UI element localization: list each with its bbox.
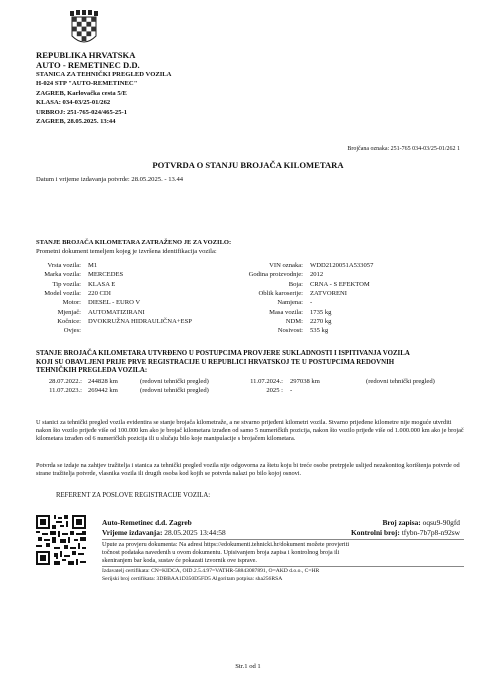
croatian-coat-of-arms-icon	[62, 10, 106, 48]
record-km: 244828 km	[88, 378, 118, 385]
vin-label: VIN oznaka:	[269, 262, 303, 269]
vehicle-tip-value: KLASA E	[88, 280, 116, 288]
record-type: (redovni tehnički pregled)	[140, 378, 209, 385]
vehicle-gearbox-value: AUTOMATIZIRANI	[88, 308, 145, 316]
control-number-value: tfybn-7b7p8-n92sw	[401, 528, 460, 537]
record-date: 11.07.2023.:	[49, 387, 82, 395]
ndm-value: 2270 kg	[310, 317, 332, 325]
year-label: Godina proizvodnje:	[248, 271, 303, 279]
header-station-code: H-024 STP "AUTO-REMETINEC"	[36, 80, 138, 88]
vehicle-engine-value: DIESEL - EURO V	[88, 299, 141, 307]
certificate-serial: Serijski broj certifikata: 3DBBAA1D350D5FD5 Algoritam potpisa: sha256RSA	[102, 576, 283, 582]
note-odometer: U stanici za tehnički pregled vozila evidentira se stanje brojača kilometraže, a ne stvarno prijeđeni kilometri vozila. Stvarno prijeđene kilometre nije moguće utvrditi nakon što vozilo prijeđe više od 100.000 km ako je brojač kilometara izrađen od samo 5 numeričkih pozicija, nakon što vozilo prijeđe više od 1.000.000 km ako je brojač kilometara izrađen od 6 numeričkih pozicija ili u slučaju bilo koje manipulacije s brojačem kilometara.	[36, 419, 464, 443]
purpose-label: Namjena:	[277, 299, 303, 307]
note-liability: Potvrda se izdaje na zahtjev tražitelja i stanica za tehnički pregled vozila nije odgovorna za štetu koju bi treće osobe pretrpjele uslijed nezakonitog korištenja potvrde od strane tražitelja potvrde, vlasnika vozila ili drugih osoba kod kojih se potvrda nalazi po bilo kojoj osnovi.	[36, 462, 460, 478]
check-line-2: točnost podataka navedenih u ovom dokumentu. Upisivanjem broja zapisa i kontrolnog broja ili	[102, 549, 340, 556]
certificate-issuer: Izdavatelj certifikata: CN=KIDCA, OID.2.5.4.97=VATHR-58843087891, O=AKD d.o.o., C=HR	[102, 568, 320, 574]
vehicle-make-value: MERCEDES	[88, 271, 124, 279]
vehicle-type-label: Vrsta vozila:	[47, 262, 81, 269]
control-number	[351, 529, 460, 537]
year-value: 2012	[310, 271, 324, 279]
record-number-value: oqsu9-90gfd	[422, 518, 460, 527]
signature-divider	[102, 539, 464, 540]
request-subheading: Prometni dokument temeljem kojeg je izvršena identifikacija vozila:	[36, 248, 217, 255]
record-date: 2025 :	[266, 387, 283, 395]
record-date: 11.07.2024.:	[250, 378, 283, 385]
header-address: ZAGREB, Karlovačka cesta 5/E	[36, 89, 127, 97]
mass-label: Masa vozila:	[269, 308, 303, 316]
header-klasa: KLASA: 034-03/25-01/262	[36, 99, 111, 107]
header-company: AUTO - REMETINEC D.D.	[36, 60, 140, 70]
record-type: (redovni tehnički pregled)	[366, 378, 435, 385]
vehicle-tip-label: Tip vozila:	[52, 280, 81, 288]
document-title: POTVRDA O STANJU BROJAČA KILOMETARA	[152, 160, 344, 170]
color-value: CRNA - S EFEKTOM	[310, 280, 370, 288]
header-station: STANICA ZA TEHNIČKI PREGLED VOZILA	[36, 71, 172, 78]
issuer-name: Auto-Remetinec d.d. Zagreb	[102, 518, 192, 527]
vehicle-brakes-label: Kočnice:	[57, 317, 81, 325]
vehicle-suspension-label: Ovjes:	[63, 327, 81, 335]
odometer-heading	[36, 350, 410, 376]
record-km: -	[290, 387, 293, 395]
document-header	[36, 50, 171, 126]
mass-value: 1735 kg	[310, 308, 332, 316]
form-number: Brojčana oznaka: 251-765 034-03/25-01/262 1	[347, 146, 460, 152]
vehicle-data-left	[36, 262, 256, 342]
issue-datetime: Datum i vrijeme izdavanja potvrde: 28.05.2025. - 13.44	[36, 176, 184, 183]
qr-code-icon	[36, 515, 86, 565]
header-date: ZAGREB, 28.05.2025. 13:44	[36, 118, 116, 126]
vehicle-make-label: Marka vozila:	[44, 271, 81, 279]
payload-label: Nosivost:	[277, 327, 303, 335]
vehicle-model-label: Model vozila:	[44, 289, 81, 297]
record-type: (redovni tehnički pregled)	[140, 387, 209, 395]
header-urbroj: URBROJ: 251-765-024/465-25-1	[36, 108, 128, 116]
record-number	[383, 519, 461, 527]
body-label: Oblik karoserije:	[258, 289, 303, 297]
check-line-1: Upute za provjeru dokumenta: Na adresi https://edokumenti.tehnicki.hr/dokument možete provjeriti	[102, 541, 350, 548]
vin-value: WDD2120051A533057	[310, 262, 374, 269]
body-value: ZATVORENI	[310, 289, 347, 297]
ndm-label: NDM:	[285, 317, 303, 325]
vehicle-gearbox-label: Mjenjač:	[57, 308, 81, 316]
check-line-3: skeniranjem bar koda, sustav će pokazati izvornik ove isprave.	[102, 557, 257, 564]
vehicle-engine-label: Motor:	[62, 299, 81, 307]
payload-value: 535 kg	[310, 327, 329, 335]
control-number-label: Kontrolni broj:	[351, 528, 400, 537]
odometer-heading-line-3: TEHNIČKIH PREGLEDA VOZILA:	[36, 367, 148, 375]
vehicle-type-value: M1	[88, 262, 98, 269]
vehicle-data-right	[236, 262, 466, 342]
record-date: 28.07.2022.:	[48, 378, 82, 385]
issue-time-label: Vrijeme izdavanja:	[102, 528, 163, 537]
header-country: REPUBLIKA HRVATSKA	[36, 50, 136, 60]
record-km: 297038 km	[290, 378, 320, 385]
request-heading: STANJE BROJAČA KILOMETARA ZATRAŽENO JE ZA VOZILO:	[36, 239, 232, 246]
record-km: 269442 km	[88, 387, 118, 395]
purpose-value: -	[310, 299, 313, 307]
page-number: Str.1 od 1	[235, 663, 261, 670]
record-number-label: Broj zapisa:	[382, 518, 421, 527]
vehicle-model-value: 220 CDI	[88, 289, 111, 297]
odometer-records	[36, 378, 476, 398]
issue-time-value: 28.05.2025 13:44:58	[164, 528, 226, 537]
color-label: Boja:	[288, 280, 303, 288]
issue-time	[102, 529, 226, 537]
vehicle-brakes-value: DVOKRUŽNA HIDRAULIČNA+ESP	[88, 317, 192, 325]
referent-label: REFERENT ZA POSLOVE REGISTRACIJE VOZILA:	[56, 492, 211, 499]
odometer-heading-line-1: STANJE BROJAČA KILOMETARA UTVRĐENO U POSTUPCIMA PROVJERE SUKLADNOSTI I ISPITIVANJA VOZILA	[36, 350, 410, 357]
odometer-heading-line-2: KOJI SU OBAVLJENI PRIJE PRVE REGISTRACIJE U REPUBLICI HRVATSKOJ TE U POSTUPCIMA REDOVNIH	[36, 358, 395, 366]
